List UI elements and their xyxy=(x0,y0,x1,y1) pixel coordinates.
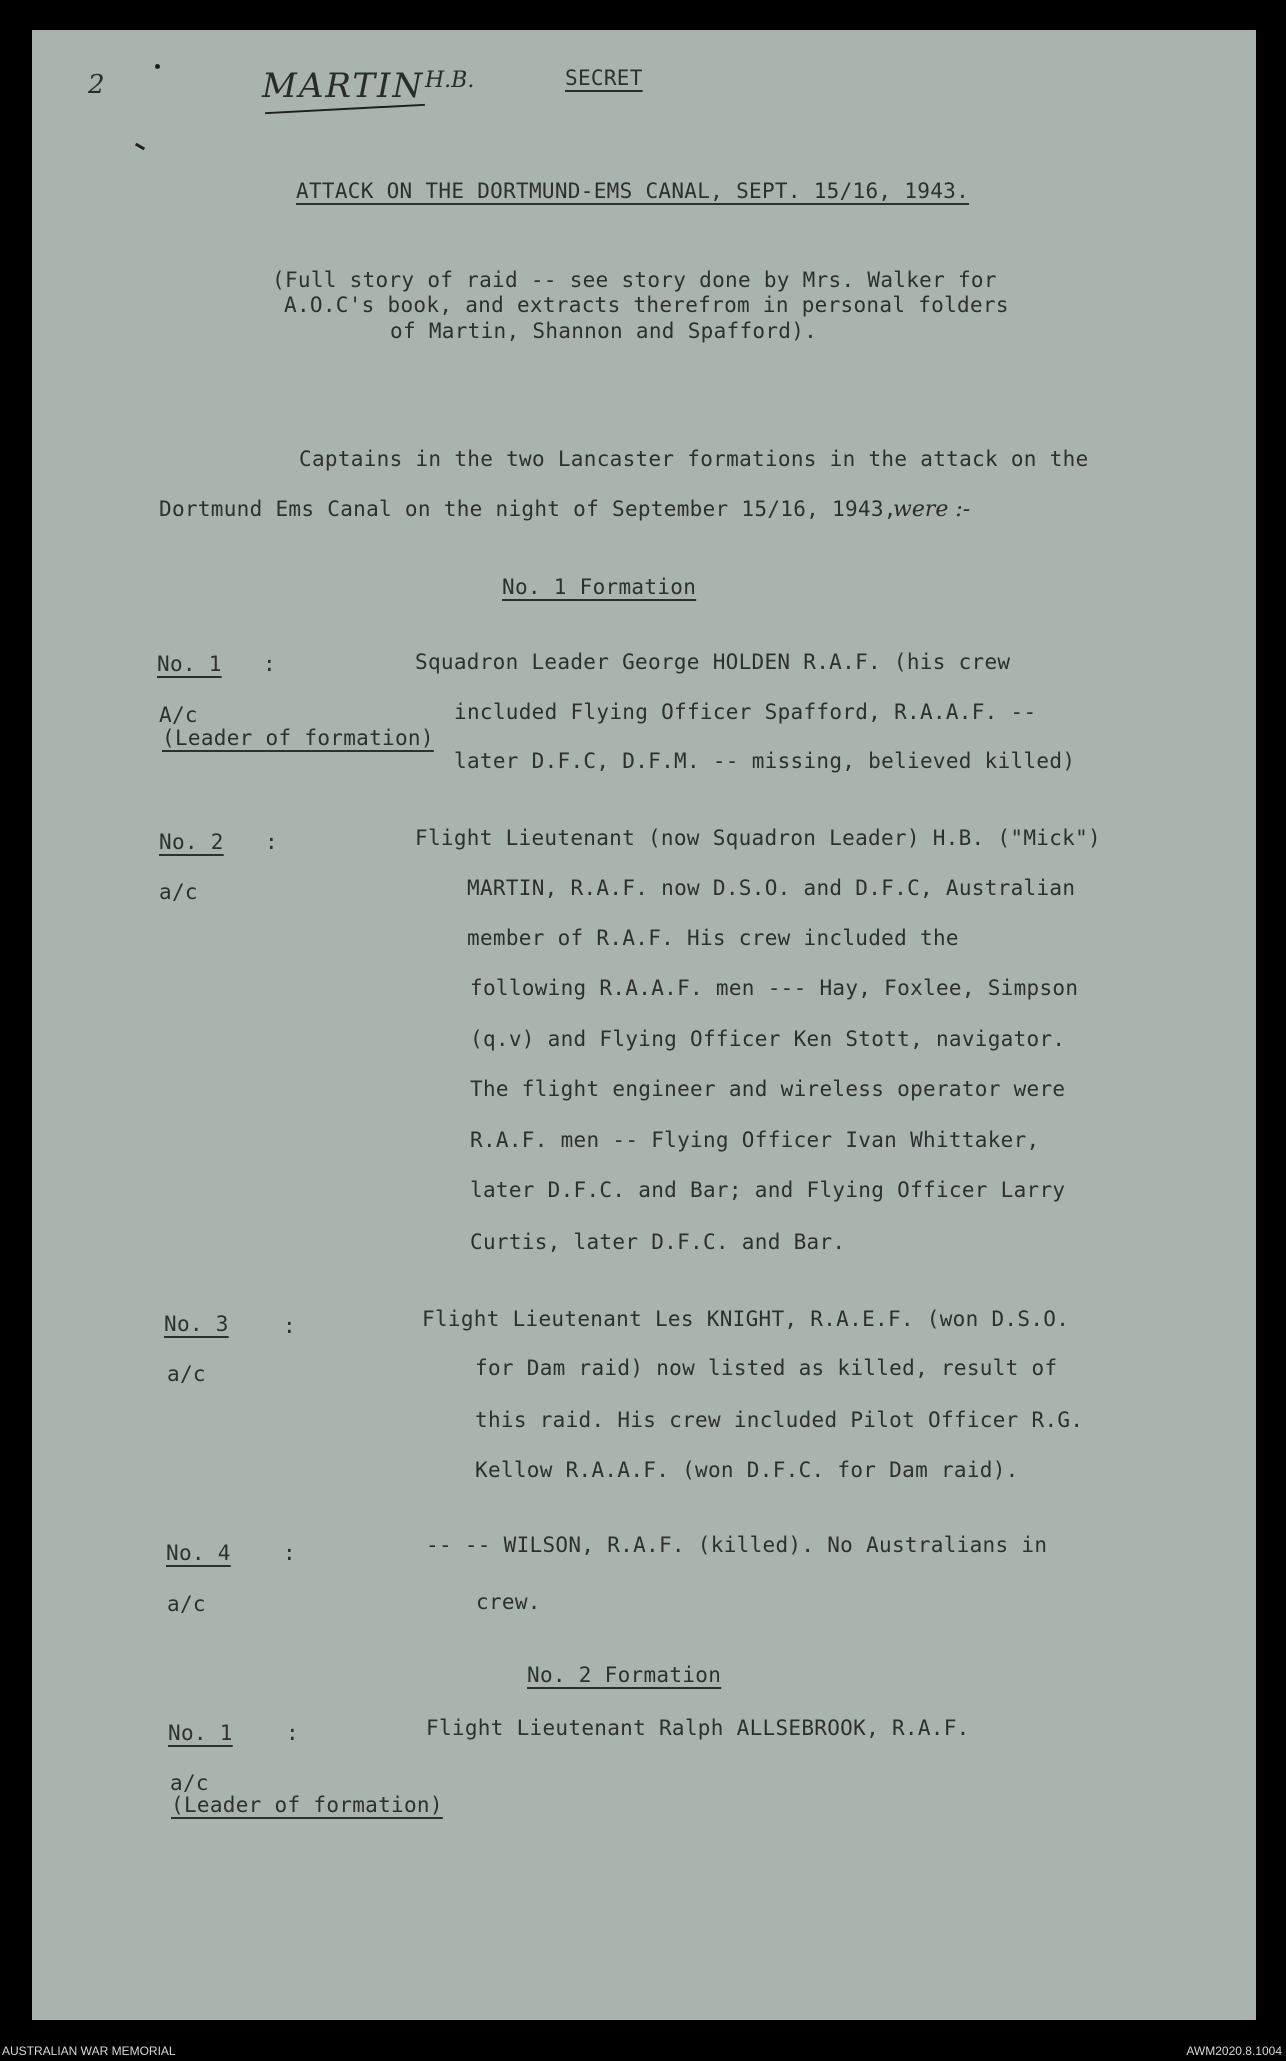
note-line: (Full story of raid -- see story done by Mrs. Walker for xyxy=(272,268,997,292)
entry-colon: : xyxy=(263,652,276,676)
entry-colon: : xyxy=(283,1314,296,1338)
handwritten-name: MARTIN xyxy=(262,66,425,106)
entry-line: Curtis, later D.F.C. and Bar. xyxy=(470,1230,846,1254)
aircraft-type: a/c xyxy=(159,880,198,904)
note-line: A.O.C's book, and extracts therefrom in personal folders xyxy=(284,293,1009,317)
entry-line: later D.F.C, D.F.M. -- missing, believed killed) xyxy=(454,749,1076,773)
entry-line: included Flying Officer Spafford, R.A.A.F. -- xyxy=(454,700,1037,724)
footer-institution: AUSTRALIAN WAR MEMORIAL xyxy=(2,2044,176,2058)
aircraft-number: No. 4 xyxy=(166,1541,231,1565)
entry-line: Flight Lieutenant (now Squadron Leader) H.B. ("Mick") xyxy=(415,826,1101,850)
aircraft-number: No. 1 xyxy=(157,652,222,676)
page-title: ATTACK ON THE DORTMUND-EMS CANAL, SEPT. 15/16, 1943. xyxy=(296,179,970,203)
entry-colon: : xyxy=(283,1541,296,1565)
aircraft-type: a/c xyxy=(170,1771,209,1795)
entry-line: later D.F.C. and Bar; and Flying Officer Larry xyxy=(470,1178,1066,1202)
intro-line: Captains in the two Lancaster formations in the attack on the xyxy=(299,447,1089,471)
formation-leader-note: (Leader of formation) xyxy=(162,726,434,750)
intro-line: Dortmund Ems Canal on the night of September 15/16, 1943, xyxy=(159,497,897,521)
entry-line: this raid. His crew included Pilot Officer R.G. xyxy=(475,1408,1084,1432)
formation-leader-note: (Leader of formation) xyxy=(171,1793,443,1817)
entry-line: member of R.A.F. His crew included the xyxy=(467,926,959,950)
classification: SECRET xyxy=(565,66,643,90)
formation-heading: No. 2 Formation xyxy=(527,1663,722,1687)
footer-accession-number: AWM2020.8.1004 xyxy=(1186,2044,1282,2058)
entry-line: crew. xyxy=(476,1590,541,1614)
handwritten-insert: were :- xyxy=(893,497,971,522)
entry-line: Squadron Leader George HOLDEN R.A.F. (his crew xyxy=(415,650,1011,674)
staple-mark xyxy=(155,64,160,69)
entry-line: Flight Lieutenant Ralph ALLSEBROOK, R.A.F. xyxy=(426,1716,970,1740)
entry-line: Kellow R.A.A.F. (won D.F.C. for Dam raid). xyxy=(475,1458,1019,1482)
entry-line: -- -- WILSON, R.A.F. (killed). No Australians in xyxy=(426,1533,1048,1557)
note-line: of Martin, Shannon and Spafford). xyxy=(390,319,818,343)
formation-heading: No. 1 Formation xyxy=(502,575,697,599)
aircraft-type: a/c xyxy=(167,1362,206,1386)
aircraft-type: a/c xyxy=(167,1592,206,1616)
handwritten-page-number: 2 xyxy=(88,70,105,100)
entry-line: (q.v) and Flying Officer Ken Stott, navigator. xyxy=(470,1027,1066,1051)
aircraft-number: No. 2 xyxy=(159,830,224,854)
entry-colon: : xyxy=(286,1721,299,1745)
entry-line: The flight engineer and wireless operator were xyxy=(470,1077,1066,1101)
handwritten-initials: H.B. xyxy=(425,68,475,93)
entry-line: Flight Lieutenant Les KNIGHT, R.A.E.F. (won D.S.O. xyxy=(422,1307,1070,1331)
entry-line: MARTIN, R.A.F. now D.S.O. and D.F.C, Australian xyxy=(467,876,1076,900)
aircraft-type: A/c xyxy=(159,703,198,727)
entry-line: following R.A.A.F. men --- Hay, Foxlee, Simpson xyxy=(470,976,1079,1000)
entry-colon: : xyxy=(265,830,278,854)
entry-line: for Dam raid) now listed as killed, result of xyxy=(475,1356,1058,1380)
entry-line: R.A.F. men -- Flying Officer Ivan Whittaker, xyxy=(470,1128,1040,1152)
aircraft-number: No. 3 xyxy=(164,1312,229,1336)
aircraft-number: No. 1 xyxy=(168,1721,233,1745)
